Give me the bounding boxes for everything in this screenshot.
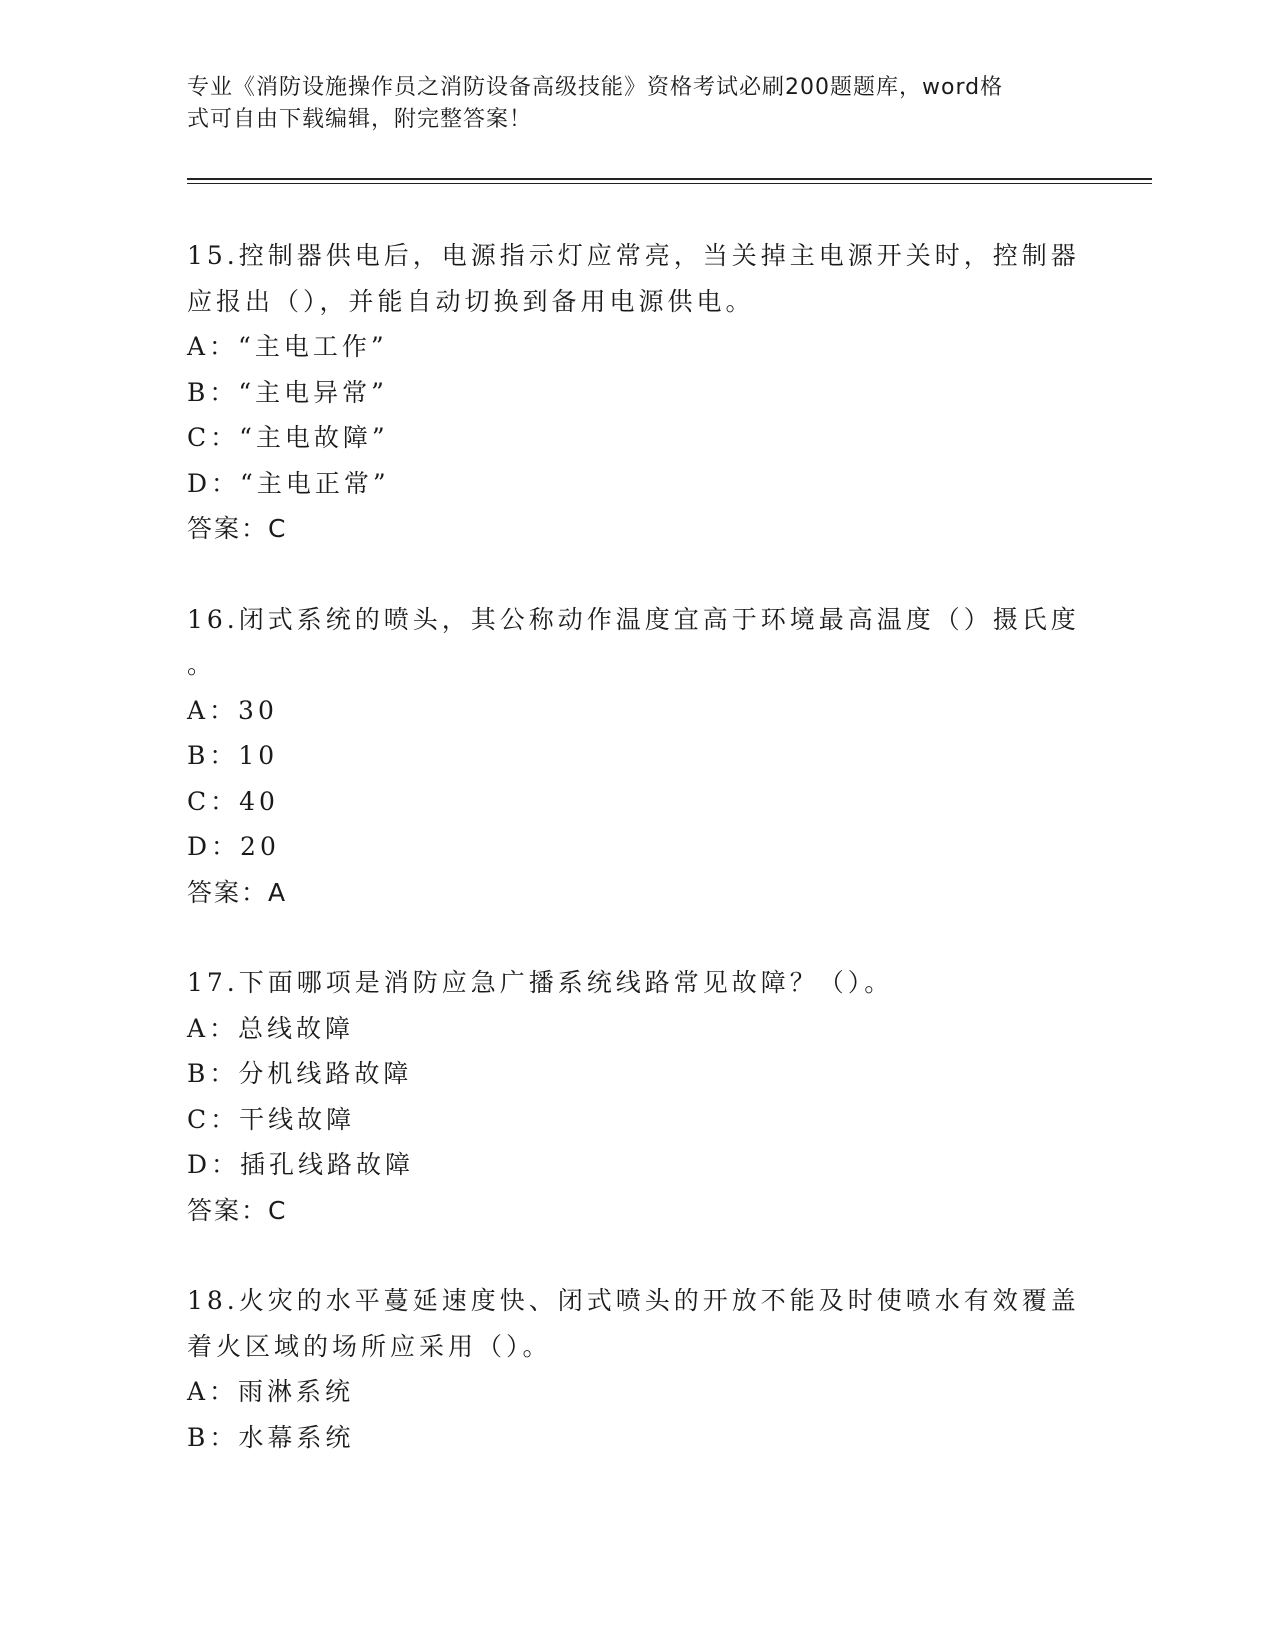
question-text-line: 。 <box>187 650 217 679</box>
document-header <box>187 72 1067 136</box>
question-text-line: 应报出（），并能自动切换到备用电源供电。 <box>187 286 755 316</box>
question-text-line: 18.火灾的水平蔓延速度快、闭式喷头的开放不能及时使喷水有效覆盖 <box>187 1286 1080 1315</box>
option-a: A：“主电工作” <box>187 332 388 361</box>
option-c: C：干线故障 <box>187 1104 356 1134</box>
option-b: B：水幕系统 <box>187 1422 355 1452</box>
question-16 <box>187 597 1087 916</box>
question-17 <box>187 960 1087 1233</box>
option-b: B：“主电异常” <box>187 377 388 407</box>
header-line-2: 式可自由下载编辑，附完整答案！ <box>187 107 533 132</box>
option-c: C：“主电故障” <box>187 423 389 452</box>
option-a: A：雨淋系统 <box>187 1377 355 1406</box>
option-c: C：40 <box>187 786 279 816</box>
option-a: A：总线故障 <box>187 1013 355 1043</box>
question-text-line: 17.下面哪项是消防应急广播系统线路常见故障？（）。 <box>187 968 894 997</box>
question-18 <box>187 1278 1087 1460</box>
answer: 答案：A <box>187 877 288 907</box>
question-list <box>187 233 1087 1505</box>
header-line-1: 专业《消防设施操作员之消防设备高级技能》资格考试必刷200题题库，word格 <box>187 75 1004 100</box>
option-b: B：分机线路故障 <box>187 1059 413 1088</box>
option-d: D：“主电正常” <box>187 468 390 498</box>
question-text-line: 着火区域的场所应采用（）。 <box>187 1331 552 1361</box>
answer: 答案：C <box>187 514 288 543</box>
question-text-line: 16.闭式系统的喷头，其公称动作温度宜高于环境最高温度（）摄氏度 <box>187 604 1080 634</box>
answer: 答案：C <box>187 1195 288 1225</box>
option-a: A：30 <box>187 695 278 725</box>
option-b: B：10 <box>187 741 279 770</box>
option-d: D：20 <box>187 832 280 861</box>
header-divider-thick <box>187 178 1152 180</box>
option-d: D：插孔线路故障 <box>187 1150 415 1179</box>
question-15 <box>187 233 1087 552</box>
question-text-line: 15.控制器供电后，电源指示灯应常亮，当关掉主电源开关时，控制器 <box>187 241 1080 270</box>
header-divider-thin <box>187 183 1152 184</box>
